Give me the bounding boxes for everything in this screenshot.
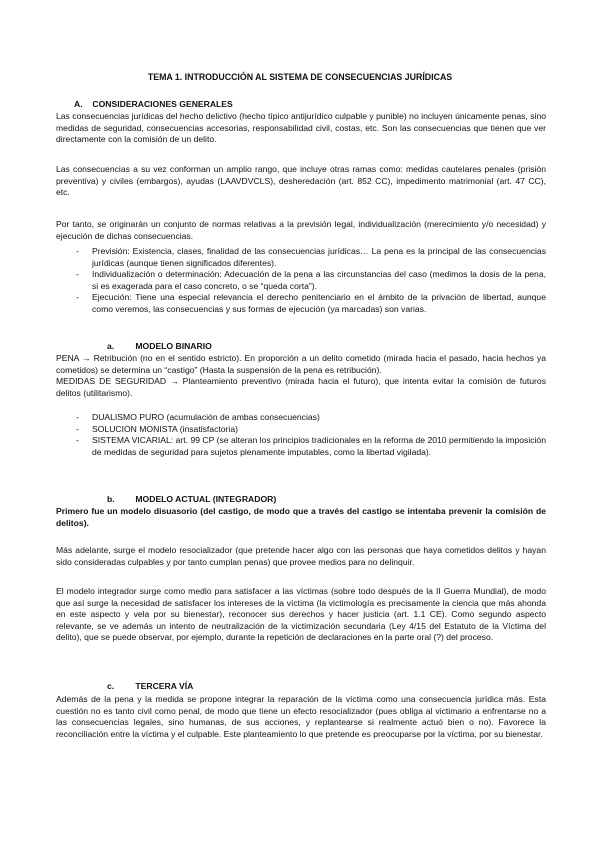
medidas-line: MEDIDAS DE SEGURIDAD → Planteamiento preventivo (mirada hacia el futuro), que intenta evitar la comisión de futuros delitos (utilitarismo).	[56, 376, 546, 398]
list-item: - SOLUCION MONISTA (insatisfactoria)	[56, 424, 546, 436]
section-a-paragraph-2: Las consecuencias a su vez conforman un amplio rango, que incluye otras ramas como: medidas cautelares penales (prisión preventiva) y civiles (embargos), ayudas (LAAVDVCLS), desheredación (art. 852 CC), impedimento matrimonial (art. 47 CC), etc.	[56, 164, 546, 198]
section-tercera-label: c.	[107, 681, 115, 691]
section-actual-paragraph-3: El modelo integrador surge como medio para satisfacer a las víctimas (sobre todo después de la II Guerra Mundial), de modo que así surge la necesidad de satisfacer los intereses de la víctima (la victimología es precisamente la ciencia que más ahonda en este aspecto y vela por su bienestar), reconocer sus derechos y hacer justicia (art. 1.1 CE). Como segundo aspecto relevante, se ve además un intento de neutralización de la victimización secundaria (Ley 4/15 del Estatuto de la Víctima del delito), que se puede observar, por ejemplo, durante la repetición de declaraciones en la parte oral (?) del proceso.	[56, 586, 546, 643]
section-actual-paragraph-1: Primero fue un modelo disuasorio (del castigo, de modo que a través del castigo se intentaba prevenir la comisión de delitos).	[56, 506, 546, 528]
section-a-label: A.	[74, 99, 83, 109]
section-a-title: CONSIDERACIONES GENERALES	[92, 99, 233, 109]
section-a-heading	[74, 99, 233, 111]
section-a-paragraph-3: Por tanto, se originarán un conjunto de normas relativas a la previsión legal, individualización (merecimiento y/o necesidad) y ejecución de dichas consecuencias.	[56, 219, 546, 241]
section-actual-heading	[107, 494, 276, 506]
section-binario-list	[56, 412, 546, 458]
section-binario-text	[56, 353, 546, 399]
section-a-paragraph-1: Las consecuencias jurídicas del hecho delictivo (hecho típico antijurídico culpable y punible) no incluyen únicamente penas, sino medidas de seguridad, consecuencias accesorias, responsabilidad civil, costas, etc. Son las consecuencias que tienen que ver directamente con la comisión de un delito.	[56, 111, 546, 145]
section-tercera-paragraph: Además de la pena y la medida se propone integrar la reparación de la víctima como una consecuencia jurídica más. Esta cuestión no es tanto civil como penal, de modo que tiene un efecto resocializador (pues obliga al victimario a enfrentarse no a las consecuencias legales, sino humanas, de sus acciones, y replantearse si realmente actuó bien o no). Favorece la reconciliación entre la víctima y el culpable. Este planteamiento lo que pretende es preocuparse por la víctima, por su bienestar.	[56, 694, 546, 739]
section-a-list	[56, 246, 546, 316]
list-item: - DUALISMO PURO (acumulación de ambas consecuencias)	[56, 412, 546, 424]
section-actual-label: b.	[107, 494, 115, 504]
list-item: - Ejecución: Tiene una especial relevancia el derecho penitenciario en el ámbito de la privación de libertad, aunque como veremos, las consecuencias y sus formas de ejecución (ya marcadas) son varias.	[56, 292, 546, 315]
pena-line: PENA → Retribución (no en el sentido estricto). En proporción a un delito cometido (mirada hacia el pasado, hacia hechos ya cometidos) se determina un “castigo” (Hasta la suspensión de la pena es retribución).	[56, 353, 546, 375]
list-item: - Previsión: Existencia, clases, finalidad de las consecuencias jurídicas… La pena es la principal de las consecuencias jurídicas (aunque tienen significados diferentes).	[56, 246, 546, 269]
list-item: - SISTEMA VICARIAL: art. 99 CP (se alteran los principios tradicionales en la reforma de 2010 permitiendo la imposición de medidas de seguridad para sujetos plenamente imputables, como la libertad vigilada).	[56, 435, 546, 458]
section-tercera-heading	[107, 681, 193, 693]
section-actual-paragraph-2: Más adelante, surge el modelo resocializador (que pretende hacer algo con las personas que haya cometidos delitos y hayan sido consideradas culpables y por tanto cumplan penas) que provee medios para no delinquir.	[56, 545, 546, 567]
section-binario-heading	[107, 341, 212, 353]
list-item: - Individualización o determinación: Adecuación de la pena a las circunstancias del caso (medimos la dosis de la pena, si es exagerada para el caso concreto, o se “queda corta”).	[56, 269, 546, 292]
section-actual-title: MODELO ACTUAL (INTEGRADOR)	[135, 494, 277, 504]
section-binario-title: MODELO BINARIO	[135, 341, 212, 351]
section-binario-label: a.	[107, 341, 115, 351]
section-tercera-title: TERCERA VÍA	[135, 681, 194, 691]
document-title: TEMA 1. INTRODUCCIÓN AL SISTEMA DE CONSECUENCIAS JURÍDICAS	[147, 72, 453, 82]
